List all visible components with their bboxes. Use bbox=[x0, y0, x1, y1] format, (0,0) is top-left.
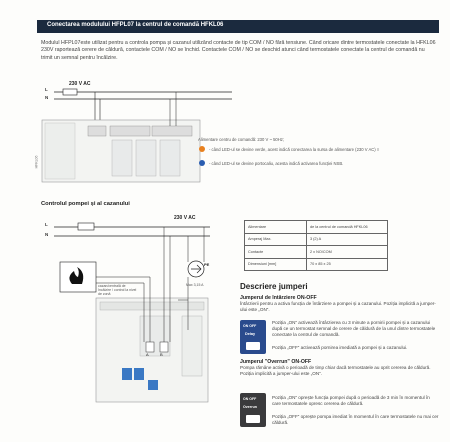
jumper-pin-icon bbox=[246, 415, 260, 423]
wire2-n-label: N bbox=[45, 232, 49, 237]
wire-n-label: N bbox=[45, 95, 49, 100]
table-row: Contacte 2 x NO/COM bbox=[245, 246, 388, 259]
onoff-bullet-2: Poziția „OFF” activează pornirea imediată a pompei și a cazanului. bbox=[272, 345, 408, 350]
jumper-overrun-title: Jumperul "Overrun" ON-OFF bbox=[240, 359, 312, 365]
legend-blue-led: - când LED-ul se devine portocaliu, acesta indică activarea funcției NSB. bbox=[209, 161, 344, 166]
section-header-title: Conectarea modulului HFPL07 la centrul de comandă HFKL06 bbox=[47, 22, 224, 28]
table-row: Dimensiuni [mm] 70 x 85 x 25 bbox=[245, 258, 388, 271]
jumper-onoff-title: Jumperul de întârziere ON-OFF bbox=[240, 295, 317, 301]
legend-power: Alimentare centru de comandă: 230 V ~ 50Hz; bbox=[198, 137, 285, 142]
voltage-label: 230 V AC bbox=[69, 81, 91, 87]
delay-jumper-icon: ON OFF Delay bbox=[240, 320, 266, 354]
pump-control-title: Controlul pompei și al cazanului bbox=[41, 201, 130, 207]
jumper-overrun-text: Pompa rămâne activă o perioadă de timp chiar dacă termostatele au oprit cererea de căldură. Poziția implicită a jumper-ului este „ON”. bbox=[240, 365, 431, 376]
wire2-l-label: L bbox=[45, 222, 48, 227]
wire-l-label: L bbox=[45, 87, 48, 92]
legend-orange-led: - când LED-ul se devine verde, acest indică conectarea la sursa de alimentare (230 V AC) ≡ bbox=[209, 147, 380, 152]
table-row: Amperaj Max. 3 (2) A bbox=[245, 233, 388, 246]
overrun-bullet-1: Poziția „ON” oprește funcția pompei după o perioadă de 3 min în momentul în care termostatele opresc cererea de căldură. bbox=[272, 395, 430, 406]
pump-note: Max 3,15 A bbox=[186, 283, 204, 287]
jumpers-title: Descriere jumperi bbox=[240, 282, 308, 291]
pump-pe-label: PE bbox=[204, 262, 210, 267]
voltage2-label: 230 V AC bbox=[174, 215, 196, 221]
jumper-onoff-text: Întârzierii pentru a activa funcția de întârziere a pompei și a cazanului. Poziția implicită a jumper-ului este „ON”. bbox=[240, 301, 436, 312]
onoff-bullet-1: Poziția „ON” activează întârzierea cu 3 minute a pornirii pompei și a cazanului după ce un termostat semnal de cerere de căldură de la unul dintre termostatele conectate la centrul de comandă. bbox=[272, 320, 436, 337]
overrun-jumper-icon: ON OFF Overrun bbox=[240, 393, 266, 427]
jumper-pin-icon bbox=[246, 342, 260, 350]
table-row: Alimentare de la centrul de comandă HFKL06 bbox=[245, 221, 388, 234]
module-side-label: HFKL06 bbox=[34, 155, 39, 169]
spec-table bbox=[244, 220, 388, 271]
terminal-b-label: B bbox=[160, 352, 163, 357]
overrun-bullet-2: Poziția „OFF” oprește pompa imediat în momentul în care termostatele nu mai cer căldură. bbox=[272, 414, 439, 425]
boiler-note: cazan/centrală de încălzire / control la nivel de zonă bbox=[98, 284, 137, 296]
intro-paragraph: Modulul HFPL07este utilizat pentru a controla pompa și cazanul utilizând contacte de tip COM / NO fără tensiune. Când oricare dintre termostatele conectate la HFKL06 230V raportează cerere de căldură, contactele COM / NO se închid. Contactele COM / NO se deschid atunci când termostatele conectate la centrul de comandă nu trimit un semnal pentru încălzire. bbox=[41, 40, 436, 61]
terminal-a-label: A bbox=[146, 352, 149, 357]
